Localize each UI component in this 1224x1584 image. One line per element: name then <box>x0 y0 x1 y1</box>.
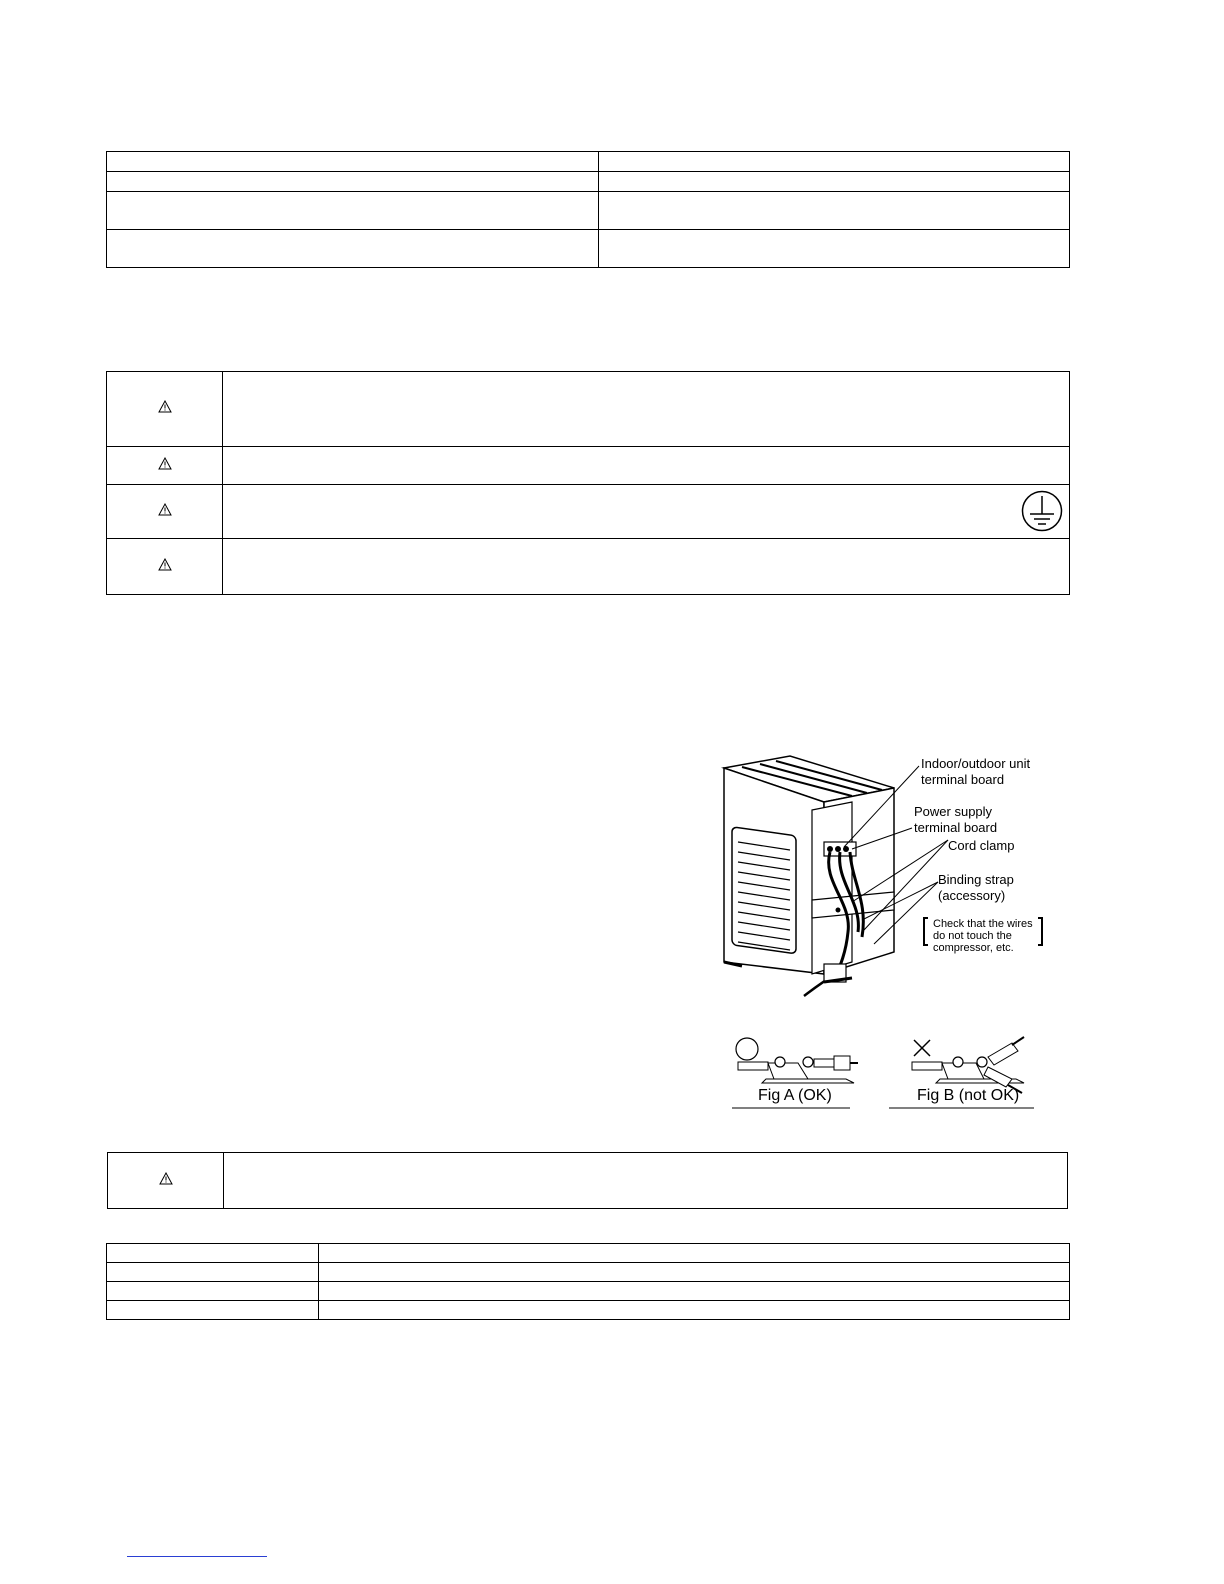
warning-text-cell <box>223 485 1070 539</box>
outdoor-unit-wiring-figure <box>712 752 1062 1002</box>
warning-text-cell <box>223 539 1070 595</box>
binding-strap-label-text: Binding strap (accessory) <box>938 872 1014 903</box>
fig-a-caption: Fig A (OK) <box>758 1087 832 1104</box>
table-row <box>107 172 1070 192</box>
warning-table <box>106 371 1070 595</box>
table-cell <box>319 1282 1070 1301</box>
table-row <box>107 1244 1070 1263</box>
table-row <box>107 1301 1070 1320</box>
table-cell <box>107 152 599 172</box>
warning-icon-cell <box>107 485 223 539</box>
table-cell <box>599 192 1070 230</box>
warning-icon-cell <box>107 372 223 447</box>
table-cell <box>319 1263 1070 1282</box>
table-row <box>107 485 1070 539</box>
table-cell <box>107 1301 319 1320</box>
terminal-connection-figures <box>726 1035 1046 1115</box>
warning-triangle-icon <box>158 558 172 571</box>
ground-symbol-icon <box>1021 490 1063 532</box>
table-cell <box>107 1244 319 1263</box>
terminal-board-label <box>921 756 1030 788</box>
warning-icon-cell <box>107 539 223 595</box>
warning-text-cell <box>223 372 1070 447</box>
warning-icon-cell <box>107 447 223 485</box>
binding-strap-label <box>938 872 1014 904</box>
table-cell <box>107 230 599 268</box>
power-supply-label <box>914 804 997 836</box>
wires-note <box>933 918 1033 954</box>
table-cell <box>107 172 599 192</box>
warning-triangle-icon <box>158 400 172 413</box>
spec-table-top <box>106 151 1070 268</box>
power-supply-label-text: Power supply terminal board <box>914 804 998 835</box>
table-row <box>107 192 1070 230</box>
warning-icon-cell <box>108 1153 224 1209</box>
table-cell <box>599 152 1070 172</box>
terminal-board-label-text: Indoor/outdoor unit terminal board <box>921 756 1031 787</box>
table-cell <box>599 172 1070 192</box>
table-cell <box>107 1263 319 1282</box>
table-cell <box>319 1244 1070 1263</box>
fig-b-caption: Fig B (not OK) <box>917 1087 1020 1104</box>
warning-triangle-icon <box>159 1172 173 1185</box>
spec-table-bottom <box>106 1243 1070 1320</box>
table-cell <box>107 192 599 230</box>
warning-triangle-icon <box>158 457 172 470</box>
table-row <box>108 1153 1068 1209</box>
cord-clamp-label-text: Cord clamp <box>948 838 1015 853</box>
warning-triangle-icon <box>158 503 172 516</box>
caution-table <box>107 1152 1068 1209</box>
table-cell <box>599 230 1070 268</box>
caution-text-cell <box>224 1153 1068 1209</box>
table-row <box>107 447 1070 485</box>
table-row <box>107 539 1070 595</box>
table-row <box>107 1263 1070 1282</box>
table-row <box>107 372 1070 447</box>
table-cell <box>107 1282 319 1301</box>
footer-link-underline[interactable] <box>127 1556 267 1557</box>
table-row <box>107 1282 1070 1301</box>
wires-note-text: Check that the wires do not touch the compressor, etc. <box>933 918 1033 954</box>
table-row <box>107 230 1070 268</box>
ok-circle-icon <box>736 1038 758 1060</box>
cord-clamp-label <box>948 838 1014 854</box>
table-row <box>107 152 1070 172</box>
warning-text-cell <box>223 447 1070 485</box>
table-cell <box>319 1301 1070 1320</box>
